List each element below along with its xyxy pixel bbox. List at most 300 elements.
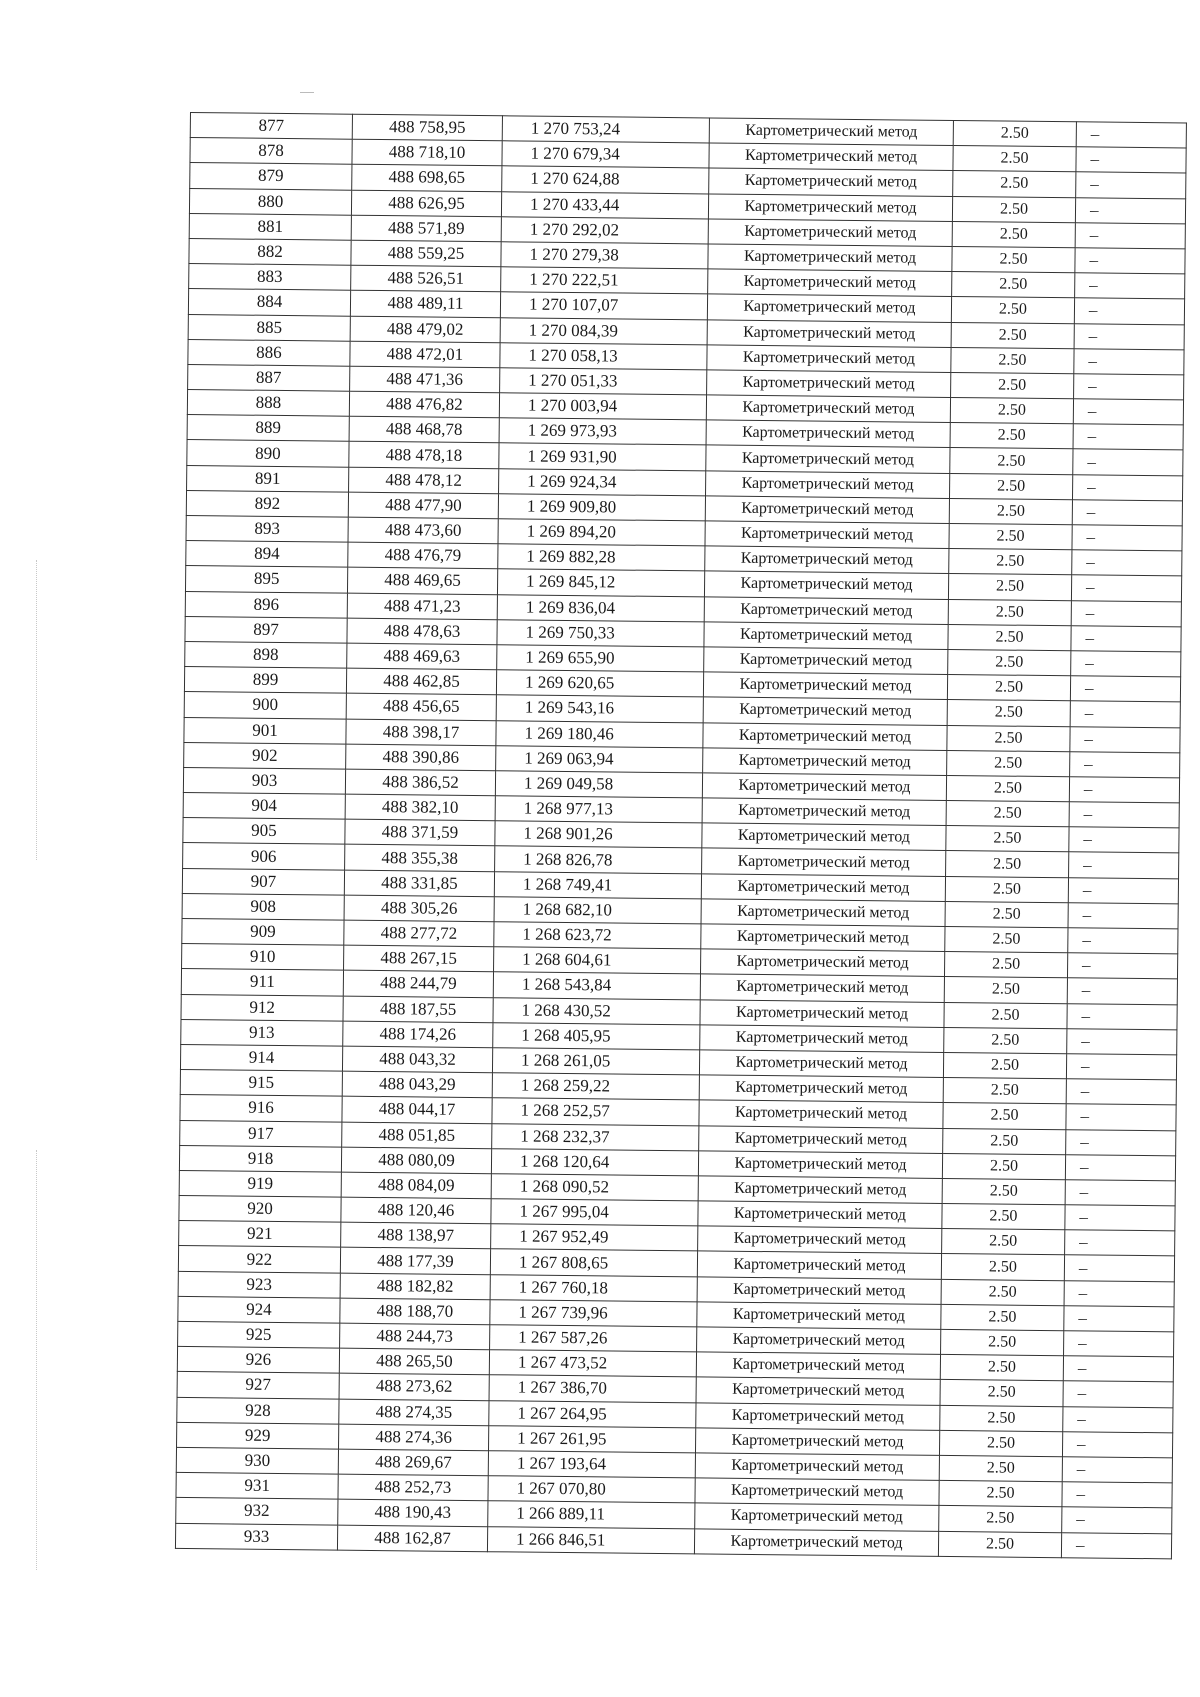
accuracy-cell: 2.50 [938,1531,1061,1557]
method-cell: Картометрический метод [704,571,948,599]
method-cell: Картометрический метод [695,1453,939,1481]
x-coordinate-cell: 488 526,51 [351,265,501,292]
method-cell: Картометрический метод [699,1075,943,1103]
point-number-cell: 897 [185,616,347,643]
point-number-cell: 902 [184,742,346,769]
y-coordinate-cell: 1 270 279,38 [501,242,708,269]
accuracy-cell: 2.50 [952,272,1075,298]
note-cell: – [1075,197,1185,223]
method-cell: Картометрический метод [697,1302,941,1330]
y-coordinate-cell: 1 267 808,65 [490,1249,697,1276]
point-number-cell: 906 [183,843,345,870]
accuracy-cell: 2.50 [943,1052,1066,1078]
point-number-cell: 908 [182,893,344,920]
point-number-cell: 895 [185,566,347,593]
x-coordinate-cell: 488 267,15 [344,945,494,972]
note-cell: – [1065,1154,1175,1180]
note-cell: – [1069,777,1179,803]
method-cell: Картометрический метод [706,395,950,423]
x-coordinate-cell: 488 469,63 [347,643,497,670]
accuracy-cell: 2.50 [945,876,1068,902]
method-cell: Картометрический метод [708,269,952,297]
x-coordinate-cell: 488 469,65 [347,568,497,595]
point-number-cell: 923 [178,1271,340,1298]
point-number-cell: 921 [179,1221,341,1248]
note-cell: – [1067,978,1177,1004]
note-cell: – [1062,1507,1172,1533]
point-number-cell: 925 [178,1321,340,1348]
accuracy-cell: 2.50 [941,1329,1064,1355]
x-coordinate-cell: 488 478,12 [349,467,499,494]
method-cell: Картометрический метод [702,823,946,851]
y-coordinate-cell: 1 268 749,41 [494,871,701,898]
method-cell: Картометрический метод [699,1125,943,1153]
y-coordinate-cell: 1 270 433,44 [501,191,708,218]
method-cell: Картометрический метод [698,1226,942,1254]
y-coordinate-cell: 1 270 058,13 [500,342,707,369]
x-coordinate-cell: 488 244,73 [340,1323,490,1350]
method-cell: Картометрический метод [706,471,950,499]
accuracy-cell: 2.50 [949,498,1072,524]
method-cell: Картометрический метод [709,143,953,171]
accuracy-cell: 2.50 [951,322,1074,348]
accuracy-cell: 2.50 [941,1304,1064,1330]
point-number-cell: 927 [177,1372,339,1399]
accuracy-cell: 2.50 [941,1254,1064,1280]
method-cell: Картометрический метод [703,722,947,750]
note-cell: – [1066,1079,1176,1105]
x-coordinate-cell: 488 187,55 [343,996,493,1023]
x-coordinate-cell: 488 626,95 [351,190,501,217]
x-coordinate-cell: 488 188,70 [340,1298,490,1325]
method-cell: Картометрический метод [696,1352,940,1380]
note-cell: – [1074,374,1184,400]
point-number-cell: 933 [175,1523,337,1550]
y-coordinate-cell: 1 268 543,84 [493,972,700,999]
accuracy-cell: 2.50 [947,675,1070,701]
y-coordinate-cell: 1 270 679,34 [502,141,709,168]
note-cell: – [1067,953,1177,979]
note-cell: – [1074,348,1184,374]
note-cell: – [1067,1003,1177,1029]
y-coordinate-cell: 1 266 889,11 [488,1501,695,1528]
x-coordinate-cell: 488 265,50 [339,1348,489,1375]
accuracy-cell: 2.50 [939,1481,1062,1507]
method-cell: Картометрический метод [707,294,951,322]
y-coordinate-cell: 1 268 901,26 [495,821,702,848]
point-number-cell: 913 [181,1019,343,1046]
note-cell: – [1068,877,1178,903]
y-coordinate-cell: 1 268 120,64 [491,1148,698,1175]
x-coordinate-cell: 488 456,65 [346,693,496,720]
note-cell: – [1073,424,1183,450]
point-number-cell: 899 [184,667,346,694]
point-number-cell: 889 [187,415,349,442]
method-cell: Картометрический метод [707,319,951,347]
accuracy-cell: 2.50 [948,574,1071,600]
x-coordinate-cell: 488 471,36 [350,366,500,393]
x-coordinate-cell: 488 477,90 [348,492,498,519]
point-number-cell: 890 [187,440,349,467]
point-number-cell: 878 [190,138,352,165]
method-cell: Картометрический метод [708,219,952,247]
accuracy-cell: 2.50 [943,1128,1066,1154]
accuracy-cell: 2.50 [947,700,1070,726]
method-cell: Картометрический метод [697,1277,941,1305]
method-cell: Картометрический метод [699,1100,943,1128]
x-coordinate-cell: 488 162,87 [337,1525,487,1552]
method-cell: Картометрический метод [695,1478,939,1506]
x-coordinate-cell: 488 190,43 [338,1499,488,1526]
x-coordinate-cell: 488 718,10 [352,139,502,166]
point-number-cell: 882 [189,238,351,265]
x-coordinate-cell: 488 080,09 [341,1147,491,1174]
y-coordinate-cell: 1 267 264,95 [489,1400,696,1427]
method-cell: Картометрический метод [709,168,953,196]
x-coordinate-cell: 488 473,60 [348,517,498,544]
accuracy-cell: 2.50 [948,649,1071,675]
point-number-cell: 877 [190,113,352,140]
point-number-cell: 910 [182,944,344,971]
point-number-cell: 907 [182,868,344,895]
point-number-cell: 915 [180,1070,342,1097]
x-coordinate-cell: 488 559,25 [351,240,501,267]
method-cell: Картометрический метод [706,420,950,448]
note-cell: – [1071,626,1181,652]
note-cell: – [1064,1306,1174,1332]
accuracy-cell: 2.50 [950,448,1073,474]
y-coordinate-cell: 1 269 882,28 [498,544,705,571]
note-cell: – [1070,751,1180,777]
y-coordinate-cell: 1 267 760,18 [490,1274,697,1301]
y-coordinate-cell: 1 268 430,52 [493,997,700,1024]
x-coordinate-cell: 488 355,38 [345,845,495,872]
note-cell: – [1073,449,1183,475]
coordinates-table-body [175,113,1186,1559]
point-number-cell: 891 [187,465,349,492]
note-cell: – [1069,802,1179,828]
y-coordinate-cell: 1 270 753,24 [502,116,709,143]
method-cell: Картометрический метод [707,370,951,398]
y-coordinate-cell: 1 270 292,02 [501,217,708,244]
x-coordinate-cell: 488 174,26 [343,1021,493,1048]
method-cell: Картометрический метод [709,118,953,146]
accuracy-cell: 2.50 [942,1178,1065,1204]
method-cell: Картометрический метод [704,647,948,675]
point-number-cell: 884 [188,289,350,316]
point-number-cell: 904 [183,793,345,820]
point-number-cell: 914 [180,1044,342,1071]
accuracy-cell: 2.50 [946,775,1069,801]
y-coordinate-cell: 1 269 894,20 [498,519,705,546]
accuracy-cell: 2.50 [939,1506,1062,1532]
x-coordinate-cell: 488 051,85 [342,1122,492,1149]
note-cell: – [1065,1230,1175,1256]
accuracy-cell: 2.50 [945,926,1068,952]
y-coordinate-cell: 1 269 845,12 [497,569,704,596]
note-cell: – [1072,525,1182,551]
note-cell: – [1066,1129,1176,1155]
note-cell: – [1064,1280,1174,1306]
note-cell: – [1070,726,1180,752]
y-coordinate-cell: 1 268 090,52 [491,1174,698,1201]
x-coordinate-cell: 488 044,17 [342,1096,492,1123]
y-coordinate-cell: 1 270 222,51 [501,267,708,294]
method-cell: Картометрический метод [696,1377,940,1405]
y-coordinate-cell: 1 267 473,52 [489,1350,696,1377]
method-cell: Картометрический метод [700,999,944,1027]
y-coordinate-cell: 1 269 543,16 [496,695,703,722]
x-coordinate-cell: 488 472,01 [350,341,500,368]
y-coordinate-cell: 1 269 063,94 [496,745,703,772]
note-cell: – [1073,399,1183,425]
accuracy-cell: 2.50 [941,1279,1064,1305]
note-cell: – [1069,827,1179,853]
y-coordinate-cell: 1 270 107,07 [500,292,707,319]
y-coordinate-cell: 1 268 232,37 [492,1123,699,1150]
accuracy-cell: 2.50 [951,347,1074,373]
y-coordinate-cell: 1 269 180,46 [496,720,703,747]
x-coordinate-cell: 488 252,73 [338,1474,488,1501]
accuracy-cell: 2.50 [942,1203,1065,1229]
y-coordinate-cell: 1 269 620,65 [496,670,703,697]
method-cell: Картометрический метод [698,1176,942,1204]
y-coordinate-cell: 1 268 405,95 [493,1022,700,1049]
y-coordinate-cell: 1 267 587,26 [490,1325,697,1352]
note-cell: – [1068,928,1178,954]
accuracy-cell: 2.50 [940,1405,1063,1431]
method-cell: Картометрический метод [704,622,948,650]
note-cell: – [1074,323,1184,349]
x-coordinate-cell: 488 489,11 [350,291,500,318]
accuracy-cell: 2.50 [944,977,1067,1003]
x-coordinate-cell: 488 758,95 [352,114,502,141]
note-cell: – [1076,122,1186,148]
accuracy-cell: 2.50 [945,901,1068,927]
point-number-cell: 922 [178,1246,340,1273]
point-number-cell: 894 [186,541,348,568]
method-cell: Картометрический метод [704,596,948,624]
method-cell: Картометрический метод [702,773,946,801]
accuracy-cell: 2.50 [947,750,1070,776]
accuracy-cell: 2.50 [946,826,1069,852]
x-coordinate-cell: 488 471,23 [347,593,497,620]
note-cell: – [1070,676,1180,702]
y-coordinate-cell: 1 268 261,05 [492,1048,699,1075]
x-coordinate-cell: 488 269,67 [338,1449,488,1476]
x-coordinate-cell: 488 277,72 [344,920,494,947]
note-cell: – [1063,1381,1173,1407]
point-number-cell: 932 [176,1498,338,1525]
y-coordinate-cell: 1 270 624,88 [502,166,709,193]
y-coordinate-cell: 1 269 049,58 [495,771,702,798]
method-cell: Картометрический метод [705,546,949,574]
accuracy-cell: 2.50 [943,1103,1066,1129]
note-cell: – [1065,1180,1175,1206]
point-number-cell: 879 [190,163,352,190]
method-cell: Картометрический метод [702,798,946,826]
point-number-cell: 930 [176,1447,338,1474]
accuracy-cell: 2.50 [942,1229,1065,1255]
note-cell: – [1071,651,1181,677]
scan-margin-dots [36,1150,38,1570]
method-cell: Картометрический метод [707,345,951,373]
y-coordinate-cell: 1 267 952,49 [491,1224,698,1251]
accuracy-cell: 2.50 [947,725,1070,751]
method-cell: Картометрический метод [702,848,946,876]
note-cell: – [1068,903,1178,929]
method-cell: Картометрический метод [698,1201,942,1229]
x-coordinate-cell: 488 273,62 [339,1374,489,1401]
note-cell: – [1062,1431,1172,1457]
accuracy-cell: 2.50 [946,801,1069,827]
y-coordinate-cell: 1 267 070,80 [488,1476,695,1503]
x-coordinate-cell: 488 476,82 [349,391,499,418]
point-number-cell: 888 [187,390,349,417]
y-coordinate-cell: 1 268 604,61 [494,947,701,974]
y-coordinate-cell: 1 269 655,90 [497,645,704,672]
accuracy-cell: 2.50 [946,851,1069,877]
method-cell: Картометрический метод [695,1428,939,1456]
x-coordinate-cell: 488 698,65 [352,165,502,192]
y-coordinate-cell: 1 269 836,04 [497,594,704,621]
point-number-cell: 916 [180,1095,342,1122]
x-coordinate-cell: 488 043,32 [342,1046,492,1073]
accuracy-cell: 2.50 [942,1153,1065,1179]
point-number-cell: 912 [181,994,343,1021]
accuracy-cell: 2.50 [940,1380,1063,1406]
y-coordinate-cell: 1 270 084,39 [500,317,707,344]
y-coordinate-cell: 1 267 261,95 [488,1425,695,1452]
scan-speck [300,92,314,93]
note-cell: – [1075,223,1185,249]
x-coordinate-cell: 488 476,79 [348,542,498,569]
accuracy-cell: 2.50 [948,624,1071,650]
point-number-cell: 896 [185,591,347,618]
accuracy-cell: 2.50 [948,599,1071,625]
note-cell: – [1061,1532,1171,1558]
method-cell: Картометрический метод [708,244,952,272]
note-cell: – [1075,248,1185,274]
note-cell: – [1062,1457,1172,1483]
accuracy-cell: 2.50 [950,398,1073,424]
point-number-cell: 926 [177,1347,339,1374]
accuracy-cell: 2.50 [949,523,1072,549]
method-cell: Картометрический метод [701,924,945,952]
y-coordinate-cell: 1 267 193,64 [488,1451,695,1478]
point-number-cell: 880 [189,188,351,215]
note-cell: – [1074,298,1184,324]
method-cell: Картометрический метод [703,748,947,776]
y-coordinate-cell: 1 269 909,80 [498,494,705,521]
method-cell: Картометрический метод [697,1327,941,1355]
y-coordinate-cell: 1 268 252,57 [492,1098,699,1125]
y-coordinate-cell: 1 268 623,72 [494,922,701,949]
x-coordinate-cell: 488 177,39 [340,1248,490,1275]
x-coordinate-cell: 488 138,97 [341,1222,491,1249]
accuracy-cell: 2.50 [949,549,1072,575]
accuracy-cell: 2.50 [943,1078,1066,1104]
scan-margin-dots [36,560,38,860]
note-cell: – [1071,575,1181,601]
method-cell: Картометрический метод [694,1528,938,1556]
accuracy-cell: 2.50 [939,1430,1062,1456]
point-number-cell: 905 [183,818,345,845]
x-coordinate-cell: 488 478,18 [349,442,499,469]
y-coordinate-cell: 1 269 924,34 [499,468,706,495]
x-coordinate-cell: 488 468,78 [349,416,499,443]
x-coordinate-cell: 488 386,52 [345,769,495,796]
x-coordinate-cell: 488 390,86 [346,744,496,771]
x-coordinate-cell: 488 478,63 [347,618,497,645]
x-coordinate-cell: 488 398,17 [346,719,496,746]
accuracy-cell: 2.50 [951,297,1074,323]
method-cell: Картометрический метод [701,899,945,927]
note-cell: – [1067,1028,1177,1054]
point-number-cell: 886 [188,339,350,366]
note-cell: – [1076,172,1186,198]
note-cell: – [1072,474,1182,500]
x-coordinate-cell: 488 043,29 [342,1071,492,1098]
coordinates-table [175,112,1187,1559]
note-cell: – [1063,1406,1173,1432]
point-number-cell: 903 [183,767,345,794]
y-coordinate-cell: 1 266 846,51 [487,1526,694,1553]
accuracy-cell: 2.50 [953,120,1076,146]
accuracy-cell: 2.50 [944,1002,1067,1028]
method-cell: Картометрический метод [705,521,949,549]
method-cell: Картометрический метод [698,1151,942,1179]
accuracy-cell: 2.50 [953,171,1076,197]
point-number-cell: 929 [177,1422,339,1449]
accuracy-cell: 2.50 [952,196,1075,222]
x-coordinate-cell: 488 479,02 [350,316,500,343]
accuracy-cell: 2.50 [952,221,1075,247]
x-coordinate-cell: 488 371,59 [345,819,495,846]
accuracy-cell: 2.50 [939,1455,1062,1481]
note-cell: – [1064,1331,1174,1357]
point-number-cell: 911 [181,969,343,996]
method-cell: Картометрический метод [700,974,944,1002]
point-number-cell: 909 [182,918,344,945]
y-coordinate-cell: 1 270 051,33 [500,368,707,395]
point-number-cell: 900 [184,692,346,719]
y-coordinate-cell: 1 269 750,33 [497,619,704,646]
accuracy-cell: 2.50 [940,1355,1063,1381]
x-coordinate-cell: 488 382,10 [345,794,495,821]
y-coordinate-cell: 1 268 977,13 [495,796,702,823]
point-number-cell: 881 [189,213,351,240]
method-cell: Картометрический метод [705,496,949,524]
method-cell: Картометрический метод [700,1025,944,1053]
accuracy-cell: 2.50 [949,473,1072,499]
note-cell: – [1062,1482,1172,1508]
note-cell: – [1063,1356,1173,1382]
x-coordinate-cell: 488 331,85 [344,870,494,897]
y-coordinate-cell: 1 268 826,78 [495,846,702,873]
note-cell: – [1076,147,1186,173]
y-coordinate-cell: 1 269 931,90 [499,443,706,470]
method-cell: Картометрический метод [699,1050,943,1078]
x-coordinate-cell: 488 084,09 [341,1172,491,1199]
point-number-cell: 920 [179,1196,341,1223]
note-cell: – [1066,1054,1176,1080]
point-number-cell: 931 [176,1473,338,1500]
accuracy-cell: 2.50 [953,146,1076,172]
x-coordinate-cell: 488 274,36 [339,1424,489,1451]
point-number-cell: 887 [188,364,350,391]
x-coordinate-cell: 488 274,35 [339,1399,489,1426]
